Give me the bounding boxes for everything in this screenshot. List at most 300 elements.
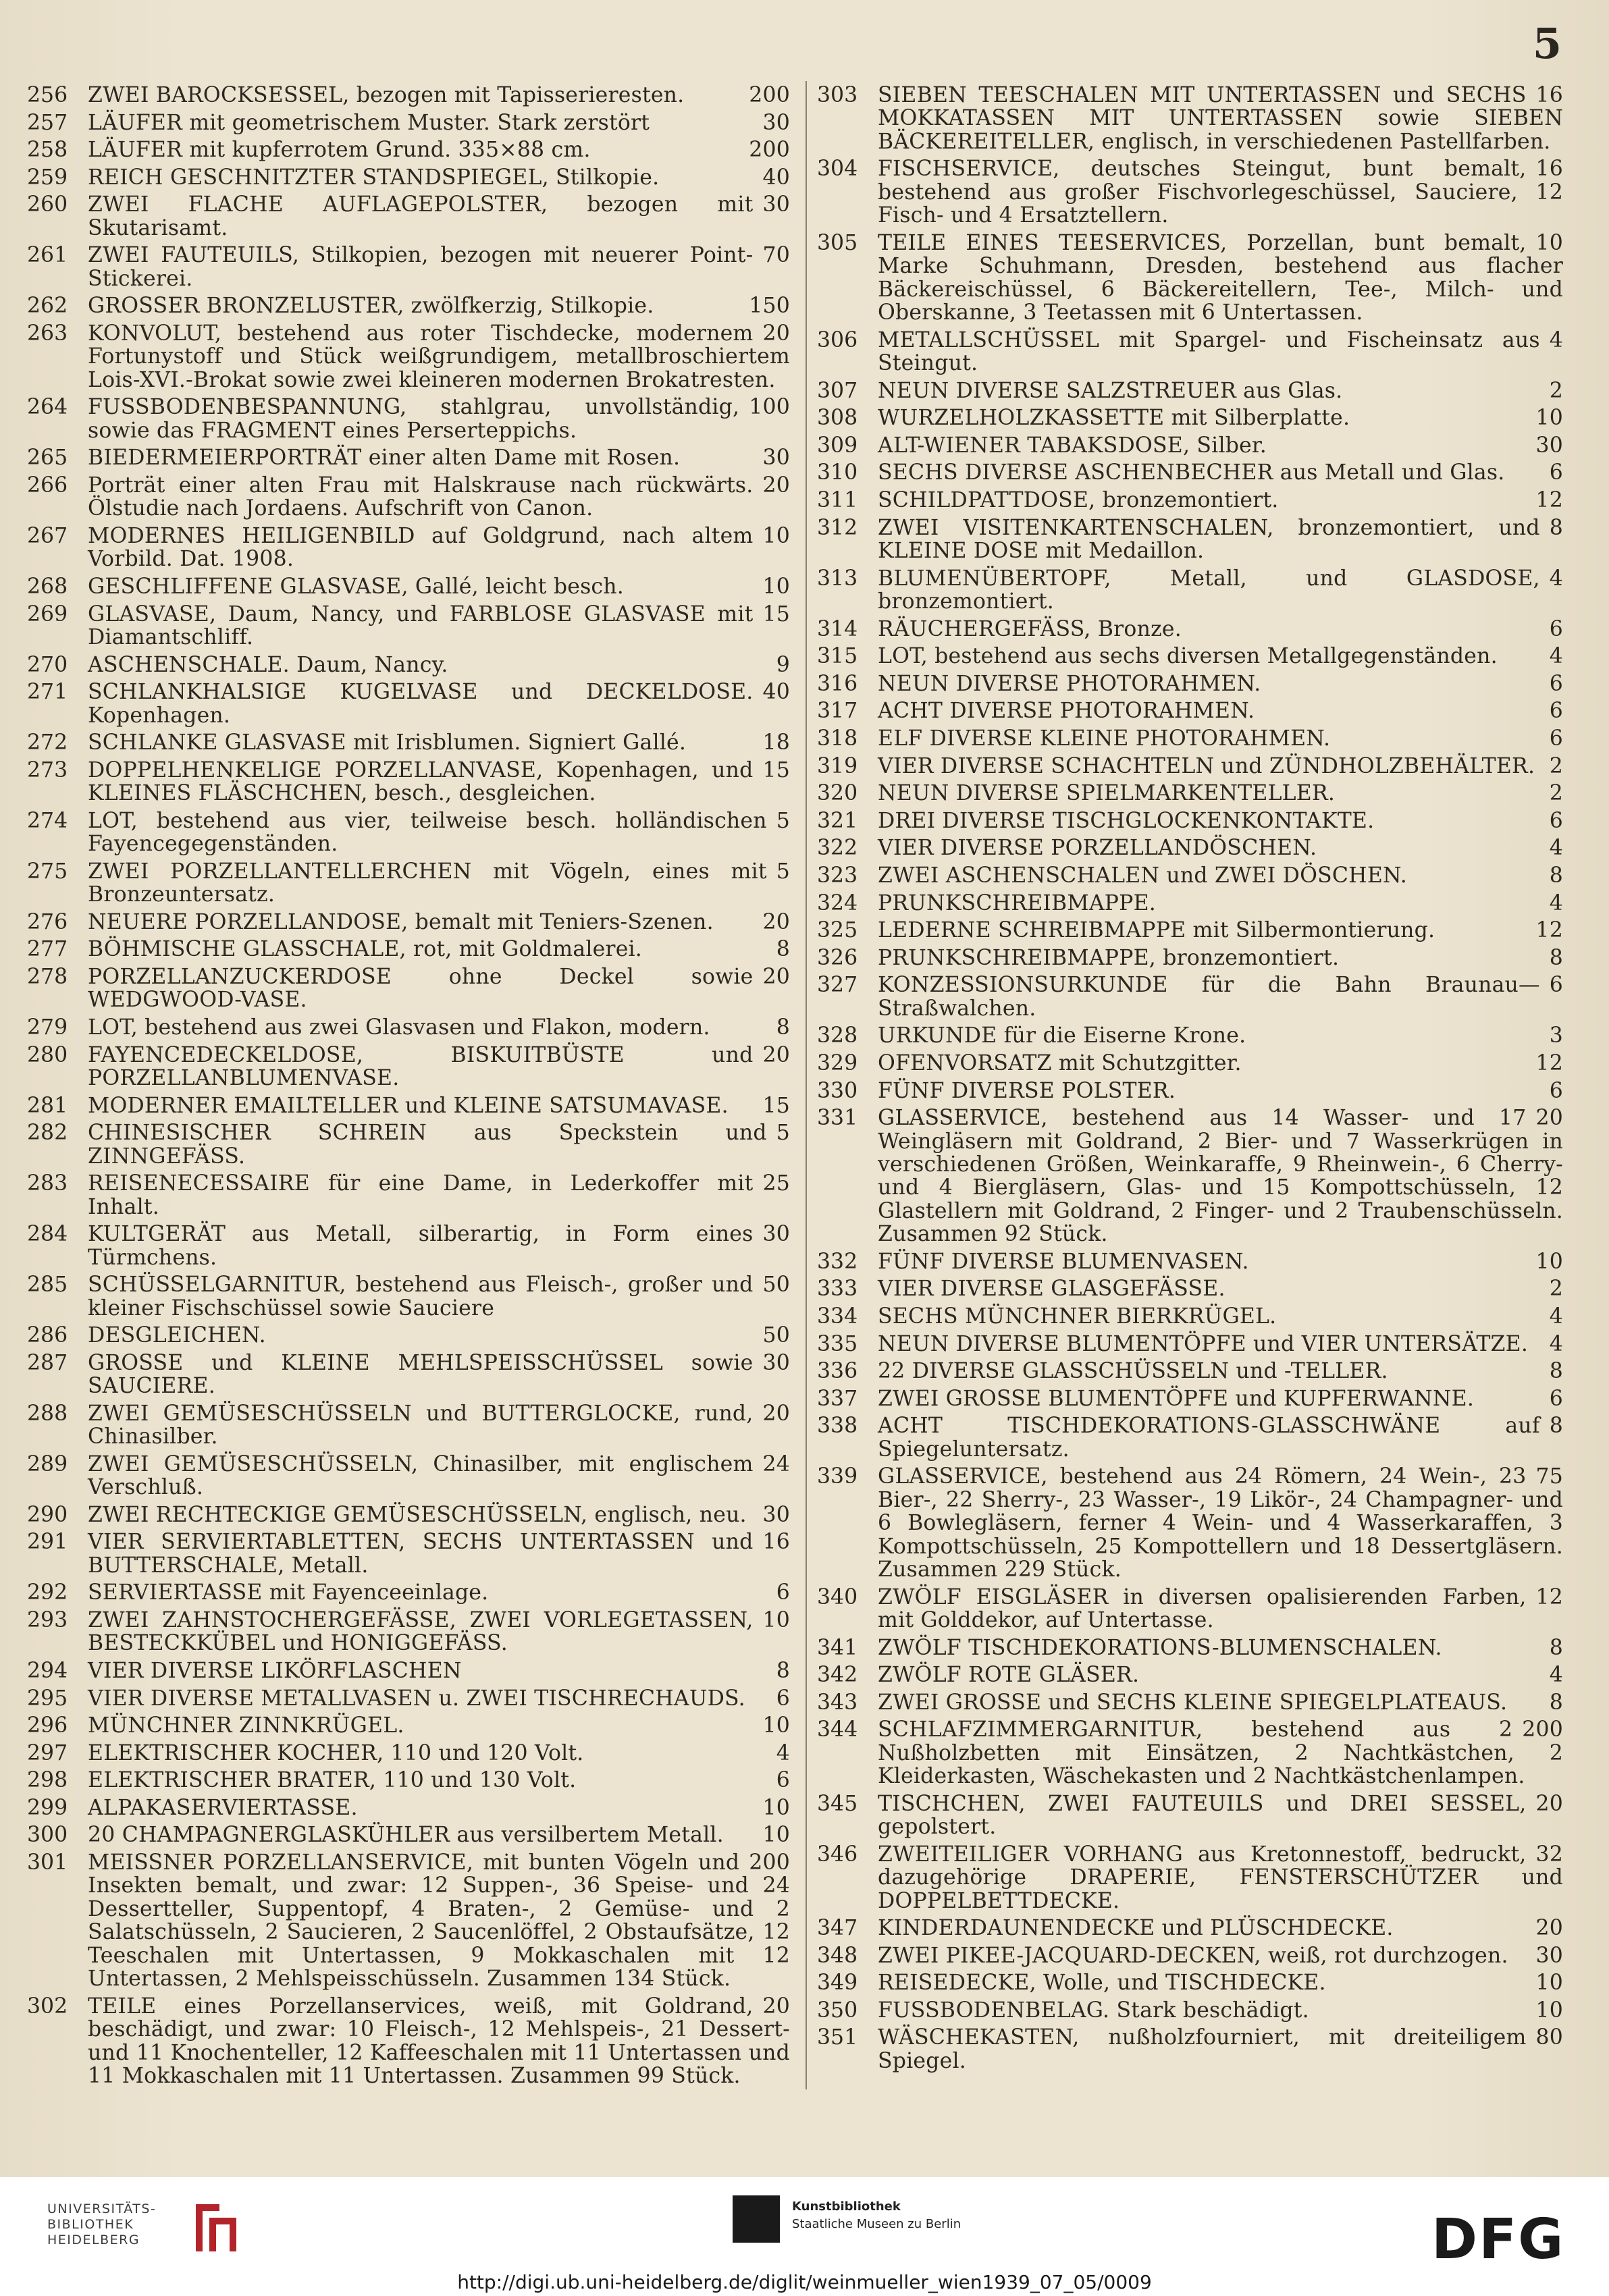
lot-entry: [27, 731, 790, 754]
lot-price: 15: [762, 757, 790, 782]
lot-description: ZWEI FAUTEUILS, Stilkopien, bezogen mit neuerer Point-Stickerei.: [88, 243, 754, 291]
lot-entry: [27, 1121, 790, 1168]
lot-number: 348: [817, 1943, 858, 1968]
right-column: [817, 84, 1563, 2077]
lot-description: ELF DIVERSE KLEINE PHOTORAHMEN.: [878, 726, 1331, 751]
lot-number: 318: [817, 726, 858, 751]
lot-description-line: [878, 1052, 1563, 1075]
lot-price: 8: [1549, 1359, 1563, 1384]
lot-description-line: [878, 645, 1563, 668]
lot-entry: [27, 294, 790, 317]
lot-number: 298: [27, 1768, 68, 1793]
lot-price: 10: [1535, 1249, 1563, 1274]
lot-number: 270: [27, 652, 68, 677]
lot-price: 30: [762, 1222, 790, 1247]
lot-description-line: [88, 1324, 790, 1347]
lot-description-line: [88, 446, 790, 469]
lot-price: 6: [1549, 460, 1563, 485]
lot-number: 332: [817, 1249, 858, 1274]
heidelberg-library-logo[interactable]: [47, 2197, 250, 2262]
lot-description: NEUN DIVERSE PHOTORAHMEN.: [878, 671, 1261, 696]
lot-number: 273: [27, 757, 68, 782]
lot-price: 8: [776, 1658, 790, 1683]
lot-number: 277: [27, 937, 68, 962]
lot-price: 10: [1535, 1971, 1563, 1996]
lot-entry: [817, 1971, 1563, 1994]
lot-price: 4: [1549, 890, 1563, 915]
lot-description: ZWEI GROSSE BLUMENTÖPFE und KUPFERWANNE.: [878, 1386, 1475, 1411]
lot-description: LOT, bestehend aus vier, teilweise besch. holländischen Fayencegegenständen.: [88, 808, 767, 857]
lot-description-line: [878, 1999, 1563, 2022]
lot-description-line: [878, 1663, 1563, 1686]
lot-description-line: [878, 1843, 1563, 1913]
lot-price: 8: [776, 937, 790, 962]
lot-price: 4: [776, 1740, 790, 1765]
lot-price: 4: [1549, 836, 1563, 861]
lot-description-line: [88, 166, 790, 189]
lot-price: 16: [762, 1530, 790, 1555]
lot-price: 16: [1535, 157, 1563, 182]
lot-number: 259: [27, 165, 68, 190]
lot-description-line: [878, 1971, 1563, 1994]
lot-description: ALPAKASERVIERTASSE.: [88, 1795, 358, 1820]
lot-entry: [817, 461, 1563, 484]
kunstbibliothek-logo[interactable]: [733, 2195, 1003, 2270]
lot-description-line: [878, 1024, 1563, 1047]
lot-description: ZWEI GROSSE und SECHS KLEINE SPIEGELPLATEAUS.: [878, 1690, 1508, 1715]
uni-line: UNIVERSITÄTS-: [47, 2201, 157, 2216]
lot-entry: [817, 1792, 1563, 1839]
lot-description-line: [88, 731, 790, 754]
lot-price: 200: [749, 138, 790, 163]
lot-description-line: [88, 1581, 790, 1604]
lot-description: BLUMENÜBERTOPF, Metall, und GLASDOSE, bronzemontiert.: [878, 566, 1540, 614]
lot-number: 260: [27, 192, 68, 217]
lot-entry: [817, 379, 1563, 402]
lot-price: 4: [1549, 327, 1563, 352]
lot-description: PORZELLANZUCKERDOSE ohne Deckel sowie WEDGWOOD-VASE.: [88, 964, 754, 1013]
lot-description: ZWEI VISITENKARTENSCHALEN, bronzemontiert, und KLEINE DOSE mit Medaillon.: [878, 515, 1540, 563]
lot-description: FAYENCEDECKELDOSE, BISKUITBÜSTE und PORZELLANBLUMENVASE.: [88, 1042, 754, 1090]
lot-price: 4: [1549, 1304, 1563, 1329]
lot-number: 280: [27, 1042, 68, 1067]
lot-number: 320: [817, 781, 858, 806]
lot-entry: [27, 603, 790, 649]
kb-title: Kunstbibliothek: [792, 2199, 901, 2214]
lot-description: LEDERNE SCHREIBMAPPE mit Silbermontierung.: [878, 918, 1435, 943]
lot-entry: [27, 1324, 790, 1347]
lot-number: 296: [27, 1713, 68, 1738]
lot-price: 6: [1549, 808, 1563, 833]
lot-price: 20: [762, 321, 790, 346]
lot-entry: [27, 1273, 790, 1320]
lot-price: 5: [776, 808, 790, 833]
lot-description-line: [88, 1044, 790, 1090]
lot-description-line: [88, 1503, 790, 1526]
lot-entry: [27, 1659, 790, 1682]
lot-description-line: [878, 1586, 1563, 1632]
lot-description: REICH GESCHNITZTER STANDSPIEGEL, Stilkopie.: [88, 165, 660, 190]
lot-number: 317: [817, 699, 858, 724]
lot-entry: [817, 516, 1563, 563]
lot-description-line: [88, 84, 790, 107]
lot-description: 22 DIVERSE GLASSCHÜSSELN und -TELLER.: [878, 1359, 1388, 1384]
lot-description-line: [88, 653, 790, 676]
lot-price: 6: [1549, 699, 1563, 724]
lot-description: Porträt einer alten Frau mit Halskrause nach rückwärts. Ölstudie nach Jordaens. Aufschrift von Canon.: [88, 473, 754, 521]
lot-price: 8: [1549, 1690, 1563, 1715]
lot-entry: [817, 919, 1563, 942]
source-url[interactable]: http://digi.ub.uni-heidelberg.de/diglit/weinmueller_wien1939_07_05/0009: [457, 2271, 1152, 2293]
lot-number: 313: [817, 566, 858, 591]
lot-entry: [817, 1917, 1563, 1940]
lot-entry: [27, 1742, 790, 1765]
lot-description-line: [88, 244, 790, 290]
lot-description: VIER DIVERSE PORZELLANDÖSCHEN.: [878, 836, 1317, 861]
lot-price: 20: [762, 1994, 790, 2019]
lot-price: 20: [762, 473, 790, 498]
lot-description: ELEKTRISCHER KOCHER, 110 und 120 Volt.: [88, 1740, 584, 1765]
lot-description: ZWEI RECHTECKIGE GEMÜSESCHÜSSELN, englisch, neu.: [88, 1502, 747, 1527]
lot-number: 319: [817, 753, 858, 778]
lot-entry: [817, 892, 1563, 915]
lot-price: 200: [749, 83, 790, 107]
lot-description: TEILE EINES TEESERVICES, Porzellan, bunt bemalt, Marke Schuhmann, Dresden, bestehend aus flacher Bäckereischüssel, 6 Bäckereitellern, Tee-, Milch- und Oberskanne, 3 Teetassen mit 6 Untertassen.: [878, 230, 1563, 325]
lot-price: 12: [1535, 1584, 1563, 1609]
lot-description: NEUERE PORZELLANDOSE, bemalt mit Teniers-Szenen.: [88, 909, 714, 934]
lot-number: 302: [27, 1994, 68, 2019]
lot-description: SCHLANKHALSIGE KUGELVASE und DECKELDOSE. Kopenhagen.: [88, 680, 754, 728]
lot-description-line: [88, 294, 790, 317]
lot-description: OFENVORSATZ mit Schutzgitter.: [878, 1050, 1242, 1075]
lot-number: 336: [817, 1359, 858, 1384]
lot-entry: [817, 1636, 1563, 1659]
lot-number: 308: [817, 406, 858, 431]
lot-number: 307: [817, 378, 858, 403]
lot-description-line: [88, 1402, 790, 1449]
lot-number: 343: [817, 1690, 858, 1715]
lot-price: 12: [1535, 1050, 1563, 1075]
lot-description: TEILE eines Porzellanservices, weiß, mit Goldrand, beschädigt, und zwar: 10 Fleisch-, 12 Mehlspeis-, 21 Dessert- und 11 Knochenteller, 12 Kaffeeschalen mit 11 Untertassen und 11 Mokkaschalen mit 11 Untertassen. Zusammen 99 Stück.: [88, 1994, 790, 2088]
lot-price: 8: [1549, 945, 1563, 970]
lot-number: 334: [817, 1304, 858, 1329]
lot-entry: [27, 396, 790, 442]
lot-entry: [27, 1223, 790, 1269]
lot-entry: [817, 1718, 1563, 1788]
lot-price: 5: [776, 1121, 790, 1146]
lot-number: 285: [27, 1273, 68, 1298]
lot-number: 321: [817, 808, 858, 833]
lot-number: 264: [27, 395, 68, 420]
lot-number: 349: [817, 1971, 858, 1996]
lot-number: 329: [817, 1050, 858, 1075]
lot-price: 20: [762, 1042, 790, 1067]
lot-price: 30: [1535, 433, 1563, 458]
lot-entry: [817, 406, 1563, 429]
lot-description: CHINESISCHER SCHREIN aus Speckstein und ZINNGEFÄSS.: [88, 1121, 767, 1169]
lot-description: MODERNER EMAILTELLER und KLEINE SATSUMAVASE.: [88, 1093, 729, 1118]
lot-price: 10: [762, 1795, 790, 1820]
lot-description-line: [88, 759, 790, 805]
lot-number: 344: [817, 1717, 858, 1742]
lot-entry: [27, 1769, 790, 1792]
lot-entry: [817, 329, 1563, 375]
lot-entry: [817, 1277, 1563, 1300]
lot-price: 10: [1535, 406, 1563, 431]
lot-entry: [817, 1414, 1563, 1461]
lot-price: 24: [762, 1451, 790, 1476]
lot-number: 283: [27, 1171, 68, 1196]
lot-price: 15: [762, 602, 790, 626]
lot-description-line: [878, 1917, 1563, 1940]
lot-number: 292: [27, 1580, 68, 1605]
lot-price: 8: [776, 1015, 790, 1040]
lot-description: ZWEI FLACHE AUFLAGEPOLSTER, bezogen mit Skutarisamt.: [88, 192, 754, 240]
lot-number: 347: [817, 1916, 858, 1941]
lot-description: LÄUFER mit kupferrotem Grund. 335×88 cm.: [88, 138, 591, 163]
lot-description: SCHILDPATTDOSE, bronzemontiert.: [878, 488, 1279, 512]
lot-price: 10: [762, 574, 790, 599]
lot-price: 20: [1535, 1916, 1563, 1941]
lot-description-line: [88, 860, 790, 907]
lot-description: MÜNCHNER ZINNKRÜGEL.: [88, 1713, 404, 1738]
lot-number: 276: [27, 909, 68, 934]
lot-description-line: [878, 516, 1563, 563]
lot-description-line: [878, 434, 1563, 457]
lot-number: 331: [817, 1106, 858, 1131]
lot-description: RÄUCHERGEFÄSS, Bronze.: [878, 616, 1182, 641]
lot-entry: [27, 860, 790, 907]
lot-description-line: [878, 1691, 1563, 1714]
lot-number: 346: [817, 1842, 858, 1867]
lot-price: 200: [749, 1850, 790, 1875]
lot-description: ALT-WIENER TABAKSDOSE, Silber.: [878, 433, 1267, 458]
lot-entry: [817, 434, 1563, 457]
lot-description: BÖHMISCHE GLASSCHALE, rot, mit Goldmalerei.: [88, 937, 643, 962]
lot-description: FUSSBODENBELAG. Stark beschädigt.: [878, 1998, 1309, 2023]
lot-number: 272: [27, 730, 68, 755]
lot-description: PRUNKSCHREIBMAPPE, bronzemontiert.: [878, 945, 1340, 970]
lot-description-line: [878, 1333, 1563, 1356]
lot-description-line: [88, 474, 790, 520]
lot-description-line: [88, 938, 790, 961]
lot-description-line: [878, 755, 1563, 778]
lot-description-line: [878, 379, 1563, 402]
lot-description-line: [88, 1851, 790, 1990]
lot-number: 293: [27, 1607, 68, 1632]
lot-price: 10: [762, 1607, 790, 1632]
lot-description: NEUN DIVERSE SALZSTREUER aus Glas.: [878, 378, 1343, 403]
lot-entry: [817, 946, 1563, 969]
lot-price: 2: [1549, 1277, 1563, 1302]
lot-description: ZWEI BAROCKSESSEL, bezogen mit Tapisserieresten.: [88, 83, 685, 107]
lot-price: 70: [762, 243, 790, 268]
kb-subtitle: Staatliche Museen zu Berlin: [792, 2217, 961, 2231]
lot-description: DREI DIVERSE TISCHGLOCKENKONTAKTE.: [878, 808, 1375, 833]
lot-description: KINDERDAUNENDECKE und PLÜSCHDECKE.: [878, 1916, 1394, 1941]
lot-entry: [817, 1691, 1563, 1714]
lot-number: 300: [27, 1823, 68, 1848]
lot-description-line: [878, 809, 1563, 832]
lot-number: 309: [817, 433, 858, 458]
lot-description-line: [878, 232, 1563, 325]
lot-number: 341: [817, 1635, 858, 1660]
lot-description: SCHLAFZIMMERGARNITUR, bestehend aus 2 Nußholzbetten mit Einsätzen, 2 Nachtkästchen, 2 Kleiderkasten, Wäschekasten und 2 Nachtkästchenlampen.: [878, 1717, 1563, 1789]
lot-description: SECHS DIVERSE ASCHENBECHER aus Metall und Glas.: [878, 460, 1505, 485]
lot-description-line: [88, 138, 790, 161]
lot-number: 311: [817, 488, 858, 512]
lot-description: GROSSE und KLEINE MEHLSPEISSCHÜSSEL sowie SAUCIERE.: [88, 1350, 754, 1399]
lot-entry: [817, 809, 1563, 832]
lot-entry: [27, 965, 790, 1012]
lot-number: 271: [27, 680, 68, 705]
lot-price: 20: [1535, 1106, 1563, 1131]
lot-description-line: [878, 836, 1563, 859]
lot-description: VIER DIVERSE GLASGEFÄSSE.: [878, 1277, 1225, 1302]
lot-description: ZWEITEILIGER VORHANG aus Kretonnestoff, bedruckt, dazugehörige DRAPERIE, FENSTERSCHÜTZER und DOPPELBETTDECKE.: [878, 1842, 1563, 1913]
lot-description: SERVIERTASSE mit Fayenceeinlage.: [88, 1580, 489, 1605]
kunstbibliothek-mark-icon: [733, 2195, 780, 2243]
lot-description: ZWEI ZAHNSTOCHERGEFÄSSE, ZWEI VORLEGETASSEN, BESTECKKÜBEL und HONIGGEFÄSS.: [88, 1607, 754, 1656]
lot-number: 286: [27, 1323, 68, 1348]
lot-description-line: [88, 911, 790, 934]
lot-description-line: [88, 575, 790, 598]
lot-number: 267: [27, 523, 68, 548]
lot-number: 256: [27, 83, 68, 107]
lot-description: MODERNES HEILIGENBILD auf Goldgrund, nach altem Vorbild. Dat. 1908.: [88, 523, 754, 572]
lot-entry: [817, 1843, 1563, 1913]
lot-entry: [817, 1106, 1563, 1246]
lot-description-line: [878, 2026, 1563, 2073]
lot-entry: [817, 1024, 1563, 1047]
lot-price: 30: [762, 1350, 790, 1375]
lot-entry: [817, 618, 1563, 641]
lot-number: 314: [817, 616, 858, 641]
lot-description-line: [88, 1094, 790, 1117]
lot-number: 275: [27, 859, 68, 884]
lot-entry: [817, 1387, 1563, 1410]
lot-price: 10: [762, 523, 790, 548]
lot-number: 297: [27, 1740, 68, 1765]
lot-price: 30: [762, 446, 790, 471]
lot-entry: [27, 680, 790, 727]
lot-description-line: [88, 396, 790, 442]
lot-number: 330: [817, 1078, 858, 1103]
lot-entry: [817, 1360, 1563, 1383]
lot-description-line: [88, 1796, 790, 1819]
lot-entry: [27, 938, 790, 961]
lot-description-line: [878, 1360, 1563, 1383]
lot-entry: [27, 809, 790, 856]
lot-number: 337: [817, 1386, 858, 1411]
lot-price: 30: [1535, 1943, 1563, 1968]
lot-price: 3: [1549, 1023, 1563, 1048]
column-divider: [806, 81, 807, 2089]
lot-entry: [817, 1663, 1563, 1686]
lot-description: LÄUFER mit geometrischem Muster. Stark zerstört: [88, 110, 650, 135]
lot-number: 281: [27, 1093, 68, 1118]
lot-description-line: [878, 567, 1563, 614]
lot-description-line: [878, 699, 1563, 722]
lot-description: FÜNF DIVERSE POLSTER.: [878, 1078, 1176, 1103]
lot-description: VIER DIVERSE METALLVASEN u. ZWEI TISCHRECHAUDS.: [88, 1686, 745, 1711]
lot-description-line: [878, 1792, 1563, 1839]
lot-description: GLASSERVICE, bestehend aus 14 Wasser- und 17 Weingläsern mit Goldrand, 2 Bier- und 7 Wasserkrügen in verschiedenen Größen, Weinkaraffe, 9 Rheinwein-, 6 Cherry- und 4 Biergläsern, Glas- und 15 Kompottschüsseln, 12 Glastellern mit Goldrand, 2 Finger- und 2 Traubenschüsseln. Zusammen 92 Stück.: [878, 1106, 1563, 1247]
lot-description-line: [878, 1387, 1563, 1410]
lot-entry: [817, 1305, 1563, 1328]
lot-description-line: [88, 1016, 790, 1039]
lot-price: 30: [762, 110, 790, 135]
lot-price: 32: [1535, 1842, 1563, 1867]
lot-price: 10: [1535, 1998, 1563, 2023]
dfg-logo[interactable]: DFG: [1431, 2208, 1565, 2272]
lot-description-line: [88, 1609, 790, 1655]
page-number: 5: [1532, 19, 1562, 68]
lot-description: METALLSCHÜSSEL mit Spargel- und Fischeinsatz aus Steingut.: [878, 327, 1540, 376]
lot-entry: [27, 525, 790, 571]
lot-number: 350: [817, 1998, 858, 2023]
lot-description: SECHS MÜNCHNER BIERKRÜGEL.: [878, 1304, 1277, 1329]
lot-description: VIER SERVIERTABLETTEN, SECHS UNTERTASSEN und BUTTERSCHALE, Metall.: [88, 1530, 754, 1578]
lot-price: 100: [749, 395, 790, 420]
lot-number: 279: [27, 1015, 68, 1040]
lot-price: 16: [1535, 83, 1563, 107]
lot-description: GLASSERVICE, bestehend aus 24 Römern, 24 Wein-, 23 Bier-, 22 Sherry-, 23 Wasser-, 19 Likör-, 24 Champagner- und 6 Bowlegläsern, ferner 4 Wein- und 4 Wasserkaraffen, 3 Kompottschüsseln, 25 Kompottellern und 18 Dessertgläsern. Zusammen 229 Stück.: [878, 1464, 1563, 1582]
lot-description-line: [878, 157, 1563, 227]
lot-description: ZWEI GEMÜSESCHÜSSELN, Chinasilber, mit englischem Verschluß.: [88, 1451, 754, 1500]
lot-number: 325: [817, 918, 858, 943]
lot-description: GLASVASE, Daum, Nancy, und FARBLOSE GLASVASE mit Diamantschliff.: [88, 602, 754, 649]
lot-entry: [817, 1999, 1563, 2022]
lot-description-line: [878, 946, 1563, 969]
lot-description-line: [878, 461, 1563, 484]
lot-entry: [817, 157, 1563, 227]
lot-entry: [817, 973, 1563, 1020]
lot-price: 20: [1535, 1791, 1563, 1816]
lot-description-line: [88, 322, 790, 392]
lot-description: 20 CHAMPAGNERGLASKÜHLER aus versilbertem Metall.: [88, 1823, 724, 1848]
lot-description-line: [878, 1465, 1563, 1581]
lot-entry: [27, 1851, 790, 1990]
lot-entry: [27, 1823, 790, 1846]
lot-price: 15: [762, 1093, 790, 1118]
lot-description-line: [878, 489, 1563, 512]
lot-entry: [27, 474, 790, 520]
lot-price: 10: [762, 1713, 790, 1738]
lot-price: 6: [1549, 726, 1563, 751]
lot-description-line: [88, 1742, 790, 1765]
lot-number: 333: [817, 1277, 858, 1302]
lot-description-line: [88, 965, 790, 1012]
lot-entry: [27, 759, 790, 805]
lot-entry: [817, 232, 1563, 325]
lot-number: 305: [817, 230, 858, 255]
lot-entry: [817, 1465, 1563, 1581]
lot-description-line: [878, 892, 1563, 915]
lot-price: 4: [1549, 566, 1563, 591]
lot-description-line: [878, 1414, 1563, 1461]
lot-entry: [817, 1586, 1563, 1632]
lot-price: 2: [1549, 753, 1563, 778]
kunstbibliothek-name: [792, 2198, 961, 2233]
lot-description: SCHÜSSELGARNITUR, bestehend aus Fleisch-, großer und kleiner Fischschüssel sowie Sauciere: [88, 1273, 754, 1320]
lot-entry: [27, 84, 790, 107]
lot-description: FÜNF DIVERSE BLUMENVASEN.: [878, 1249, 1249, 1274]
lot-price: 25: [762, 1171, 790, 1196]
lot-description: LOT, bestehend aus zwei Glasvasen und Flakon, modern.: [88, 1015, 710, 1040]
lot-entry: [27, 1016, 790, 1039]
lot-price: 8: [1549, 515, 1563, 540]
